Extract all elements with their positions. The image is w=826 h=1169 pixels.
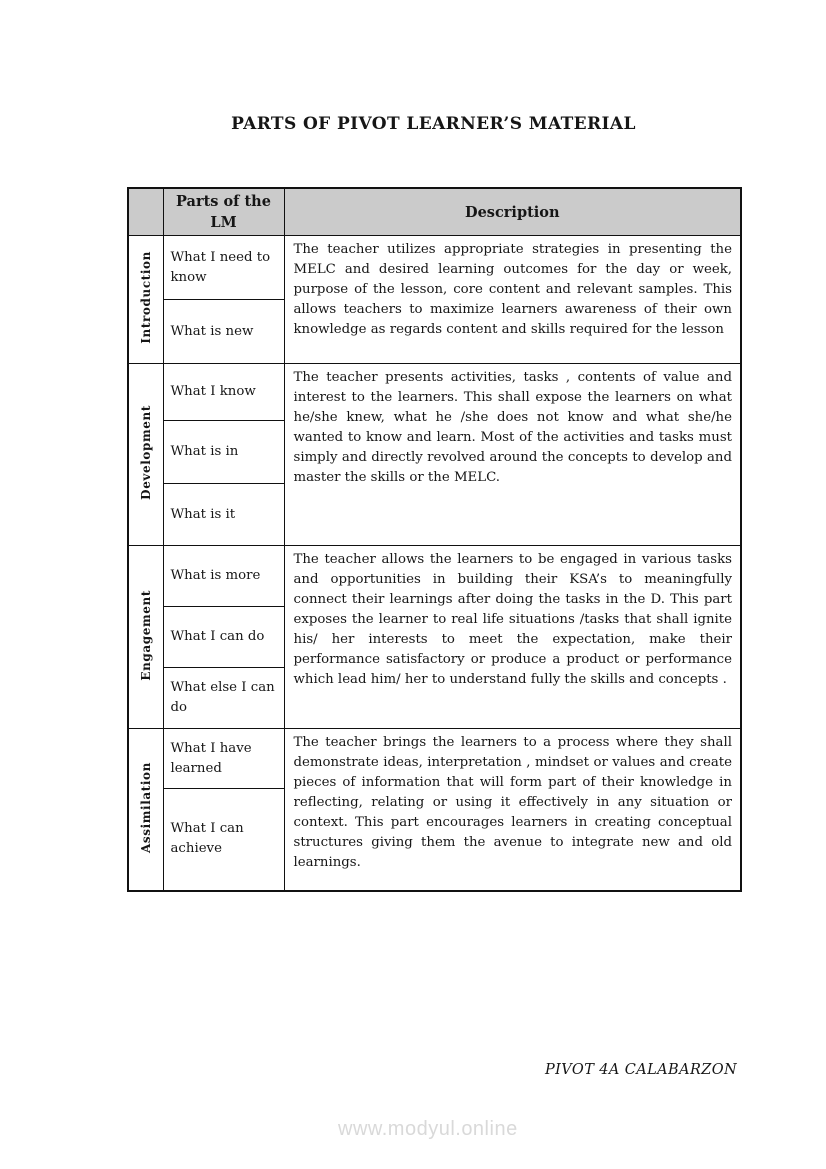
table-row (128, 364, 741, 421)
table-row (128, 236, 741, 300)
section-cell-development (128, 364, 163, 546)
section-label-development: Development (138, 405, 153, 500)
section-label-introduction: Introduction (138, 251, 153, 344)
page-title: PARTS OF PIVOT LEARNER’S MATERIAL (231, 114, 636, 134)
section-label-assimilation: Assimilation (138, 761, 153, 853)
description-cell-development: The teacher presents activities, tasks , contents of value and interest to the learners. This shall expose the learners on what he/she knew, what he /she does not know and what she/he wanted to know and learn. Most of the activities and tasks must simply and directly revolved around the concepts to develop and master the skills or the MELC. (284, 364, 741, 546)
description-cell-introduction: The teacher utilizes appropriate strategies in presenting the MELC and desired learning outcomes for the day or week, purpose of the lesson, core content and relevant samples. This allows teachers to maximize learners awareness of their own knowledge as regards content and skills required for the lesson (284, 236, 741, 364)
part-cell-what-i-can-do: What I can do (163, 607, 284, 668)
footer-text: PIVOT 4A CALABARZON (545, 1062, 738, 1078)
part-cell-what-is-in: What is in (163, 421, 284, 484)
table-row (128, 546, 741, 607)
part-cell-what-is-more: What is more (163, 546, 284, 607)
part-cell-what-i-need-to-know: What I need to know (163, 236, 284, 300)
header-description: Description (284, 188, 741, 236)
part-cell-what-else-i-can-do: What else I can do (163, 668, 284, 729)
table-row (128, 729, 741, 789)
section-cell-introduction (128, 236, 163, 364)
part-cell-what-is-new: What is new (163, 300, 284, 364)
header-corner-cell (128, 188, 163, 236)
description-cell-engagement: The teacher allows the learners to be engaged in various tasks and opportunities in building their KSA’s to meaningfully connect their learnings after doing the tasks in the D. This part exposes the learner to real life situations /tasks that shall ignite his/ her interests to meet the expectation, make their performance satisfactory or produce a product or performance which lead him/ her to understand fully the skills and concepts . (284, 546, 741, 729)
section-cell-engagement (128, 546, 163, 729)
header-parts-of-lm: Parts of the LM (163, 188, 284, 236)
parts-of-lm-table (127, 187, 742, 892)
part-cell-what-is-it: What is it (163, 484, 284, 546)
part-cell-what-i-know: What I know (163, 364, 284, 421)
section-label-engagement: Engagement (138, 589, 153, 681)
table-header-row (128, 188, 741, 236)
part-cell-what-i-can-achieve: What I can achieve (163, 789, 284, 891)
part-cell-what-i-have-learned: What I have learned (163, 729, 284, 789)
description-cell-assimilation: The teacher brings the learners to a process where they shall demonstrate ideas, interpretation , mindset or values and create pieces of information that will form part of their knowledge in reflecting, relating or using it effectively in any situation or context. This part encourages learners in creating conceptual structures giving them the avenue to integrate new and old learnings. (284, 729, 741, 891)
section-cell-assimilation (128, 729, 163, 891)
watermark: www.modyul.online (338, 1118, 518, 1140)
